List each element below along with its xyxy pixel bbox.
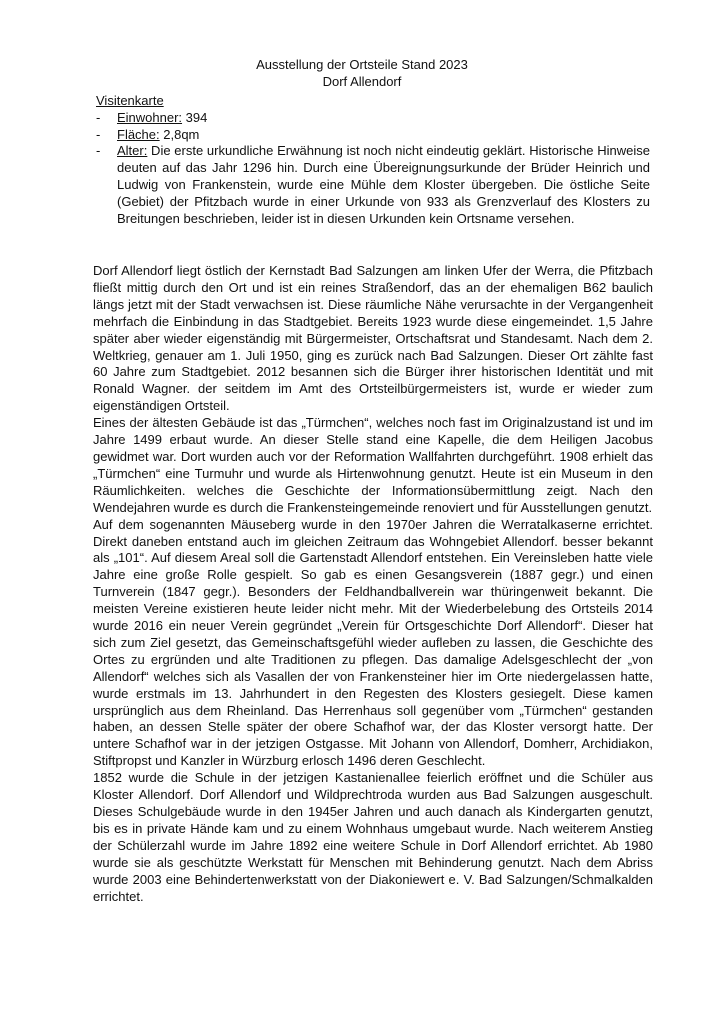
document-header — [0, 56, 724, 90]
list-item-flaeche — [95, 127, 650, 144]
document-subtitle: Dorf Allendorf — [322, 74, 402, 89]
paragraph: Auf dem sogenannten Mäuseberg wurde in den 1970er Jahren die Werratalkaserne errichtet. Direkt daneben entstand auch im gleichen Zeitraum das Wohngebiet Allendorf. besser bekannt als „101“. Auf diesem Areal soll die Gartenstadt Allendorf entstehen. Ein Vereinsleben hatte viele Jahre eine große Rolle gespielt. So gab es einen Gesangsverein (1887 gegr.) und einen Turnverein (1847 gegr.). Besonders der Feldhandballverein war thüringenweit bekannt. Die meisten Vereine existieren heute leider nicht mehr. Mit der Wiederbelebung des Ortsteils 2014 wurde 2016 ein neuer Verein gegründet „Verein für Ortsgeschichte Dorf Allendorf“. Dieser hat sich zum Ziel gesetzt, das Gemeinschaftsgefühl wieder aufleben zu lassen, die Geschichte des Ortes zu ergründen und alte Traditionen zu pflegen. Das damalige Adelsgeschlecht der „von Allendorf“ welches sich als Vasallen der von Frankensteiner hier im Orte niedergelassen hatte, wurde erstmals im 13. Jahrhundert in den Regesten des Klosters gesiegelt. Diese kamen ursprünglich aus dem Rheinland. Das Herrenhaus soll gegenüber vom „Türmchen“ gestanden haben, an dessen Stelle später der obere Schafhof war, der das Kloster versorgt hatte. Der untere Schafhof war in der jetzigen Ostgasse. Mit Johann von Allendorf, Domherr, Archidiakon, Stiftpropst und Kanzler in Würzburg erlosch 1496 deren Geschlecht. — [93, 516, 653, 769]
paragraph: 1852 wurde die Schule in der jetzigen Kastanienallee feierlich eröffnet und die Schüler aus Kloster Allendorf. Dorf Allendorf und Wildprechtroda wurden aus Bad Salzungen ausgeschult. Dieses Schulgebäude wurde in den 1945er Jahren und auch danach als Kindergarten genutzt, bis es in private Hände kam und zu einem Wohnhaus umgebaut wurde. Nach weiterem Anstieg der Schülerzahl wurde im Jahre 1892 eine weitere Schule in Dorf Allendorf errichtet. Ab 1980 wurde sie als geschützte Werkstatt für Menschen mit Behinderung genutzt. Nach dem Abriss wurde 2003 eine Behindertenwerkstatt von der Diakoniewert e. V. Bad Salzungen/Schmalkalden errichtet. — [93, 770, 653, 904]
document-title: Ausstellung der Ortsteile Stand 2023 — [256, 57, 468, 72]
list-item-einwohner — [95, 110, 650, 127]
item-label: Einwohner: — [117, 109, 183, 125]
business-card-section — [95, 93, 650, 227]
list-dash: - — [96, 126, 101, 142]
list-dash: - — [96, 143, 101, 159]
item-value: 394 — [182, 109, 208, 125]
list-item-alter — [95, 143, 650, 227]
paragraph: Dorf Allendorf liegt östlich der Kernstadt Bad Salzungen am linken Ufer der Werra, die Pfitzbach fließt mittig durch den Ort und ist ein reines Straßendorf, das an der ehemaligen B62 baulich längs jetzt mit der Stadt verwachsen ist. Diese räumliche Nähe verursachte in der Vergangenheit mehrfach die Einbindung in das Stadtgebiet. Bereits 1923 wurde diese eingemeindet. 1,5 Jahre später aber wieder eigenständig mit Bürgermeister, Ortschaftsrat und Standesamt. Nach dem 2. Weltkrieg, genauer am 1. Juli 1950, ging es zurück nach Bad Salzungen. Dieser Ort zählte fast 60 Jahre zum Stadtgebiet. 2012 besannen sich die Bürger ihrer historischen Identität und mit Ronald Wagner. der seitdem im Amt des Ortsteilbürgermeisters ist, wurde er wieder zum eigenständigen Ortsteil. — [93, 263, 653, 414]
item-value: 2,8qm — [159, 126, 200, 142]
paragraph: Eines der ältesten Gebäude ist das „Türmchen“, welches noch fast im Originalzustand ist und im Jahre 1499 erbaut wurde. An dieser Stelle stand eine Kapelle, die dem Heiligen Jacobus gewidmet war. Dort wurden auch vor der Reformation Wallfahrten durchgeführt. 1908 erhielt das „Türmchen“ eine Turmuhr und wurde als Hirtenwohnung genutzt. Heute ist ein Museum in den Räumlichkeiten. welches die Geschichte der Informationsübermittlung zeigt. Nach den Wendejahren wurde es durch die Frankensteingemeinde renoviert und für Ausstellungen genutzt. — [93, 415, 653, 515]
item-value: Die erste urkundliche Erwähnung ist noch nicht eindeutig geklärt. Historische Hinweise deuten auf das Jahr 1296 hin. Durch eine Übereignungsurkunde der Brüder Heinrich und Ludwig von Frankenstein, wurde eine Mühle dem Kloster übergeben. Die östliche Seite (Gebiet) der Pfitzbach wurde in einer Urkunde von 933 als Grenzverlauf des Klosters zu Breitungen beschrieben, leider ist in diesen Urkunden kein Ortsname versehen. — [117, 143, 650, 226]
list-dash: - — [96, 109, 101, 125]
item-label: Alter: — [117, 143, 148, 159]
document-body — [93, 263, 653, 905]
item-label: Fläche: — [117, 126, 160, 142]
section-heading: Visitenkarte — [96, 93, 164, 108]
